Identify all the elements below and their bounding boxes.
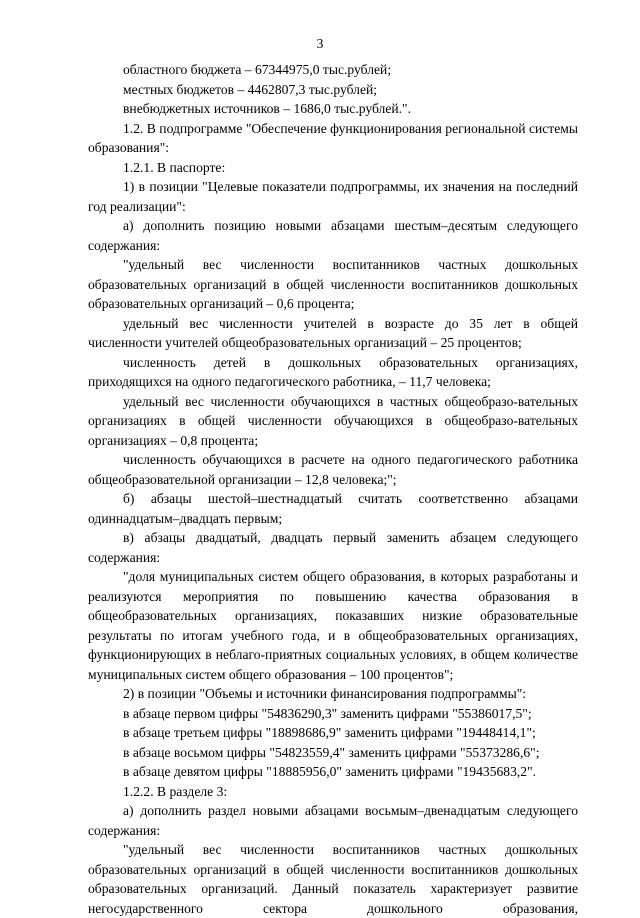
paragraph: 1.2.2. В разделе 3:: [123, 783, 228, 799]
paragraph: в абзаце третьем цифры "18898686,9" заменить цифрами "19448414,1";: [123, 725, 536, 740]
paragraph: 2) в позиции "Объемы и источники финансирования подпрограммы":: [123, 686, 527, 701]
paragraph: удельный вес численности учителей в возрасте до 35 лет в общей численности учителей общеобразовательных организаций – 25 процентов;: [88, 315, 578, 350]
paragraph: местных бюджетов – 4462807,3 тыс.рублей;: [123, 81, 378, 97]
paragraph: а) дополнить позицию новыми абзацами шестым–десятым следующего содержания:: [88, 218, 578, 253]
paragraph: 1) в позиции "Целевые показатели подпрограммы, их значения на последний год реализации":: [88, 179, 578, 214]
paragraph: "удельный вес численности воспитанников частных дошкольных образовательных организаций в общей численности воспитанников дошкольных образовательных организаций – 0,6 процента;: [88, 257, 578, 311]
paragraph: "доля муниципальных систем общего образования, в которых разработаны и реализуются мероприятия по повышению качества образования в общеобразовательных организациях, показавших низкие образовательные результаты по итогам учебного года, и в общеобразовательных организациях, функционирующих в неблаго-приятных социальных условиях, в общем количестве муниципальных систем общего образования – 100 процентов";: [88, 569, 578, 682]
paragraph: областного бюджета – 67344975,0 тыс.рублей;: [123, 62, 392, 77]
paragraph: в) абзацы двадцатый, двадцать первый заменить абзацем следующего содержания:: [88, 530, 578, 565]
page-number: 3: [316, 36, 324, 51]
paragraph: б) абзацы шестой–шестнадцатый считать соответственно абзацами одиннадцатым–двадцать первым;: [88, 491, 578, 526]
paragraph: внебюджетных источников – 1686,0 тыс.рублей.".: [123, 101, 411, 116]
paragraph: а) дополнить раздел новыми абзацами восьмым–двенадцатым следующего содержания:: [88, 803, 578, 838]
paragraph: в абзаце первом цифры "54836290,3" заменить цифрами "55386017,5";: [123, 705, 532, 721]
paragraph: 1.2.1. В паспорте:: [123, 159, 226, 175]
paragraph: 1.2. В подпрограмме "Обеспечение функционирования региональной системы образования":: [88, 120, 578, 155]
paragraph: удельный вес численности обучающихся в частных общеобразо-вательных организациях в общей численности обучающихся в общеобразо-вательных организациях – 0,8 процента;: [88, 393, 578, 448]
document-body: [88, 60, 578, 918]
paragraph: в абзаце восьмом цифры "54823559,4" заменить цифрами "55373286,6";: [123, 744, 540, 760]
paragraph: в абзаце девятом цифры "18885956,0" заменить цифрами "19435683,2".: [123, 764, 537, 779]
paragraph: численность обучающихся в расчете на одного педагогического работника общеобразовательной организации – 12,8 человека;";: [88, 452, 578, 487]
paragraph: численность детей в дошкольных образовательных организациях, приходящихся на одного педагогического работника, – 11,7 человека;: [88, 354, 578, 389]
paragraph: "удельный вес численности воспитанников частных дошкольных образовательных организаций в общей численности воспитанников дошкольных образовательных организаций. Данный показатель характеризует развитие негосударственного сектора дошкольного образования,: [88, 842, 578, 916]
